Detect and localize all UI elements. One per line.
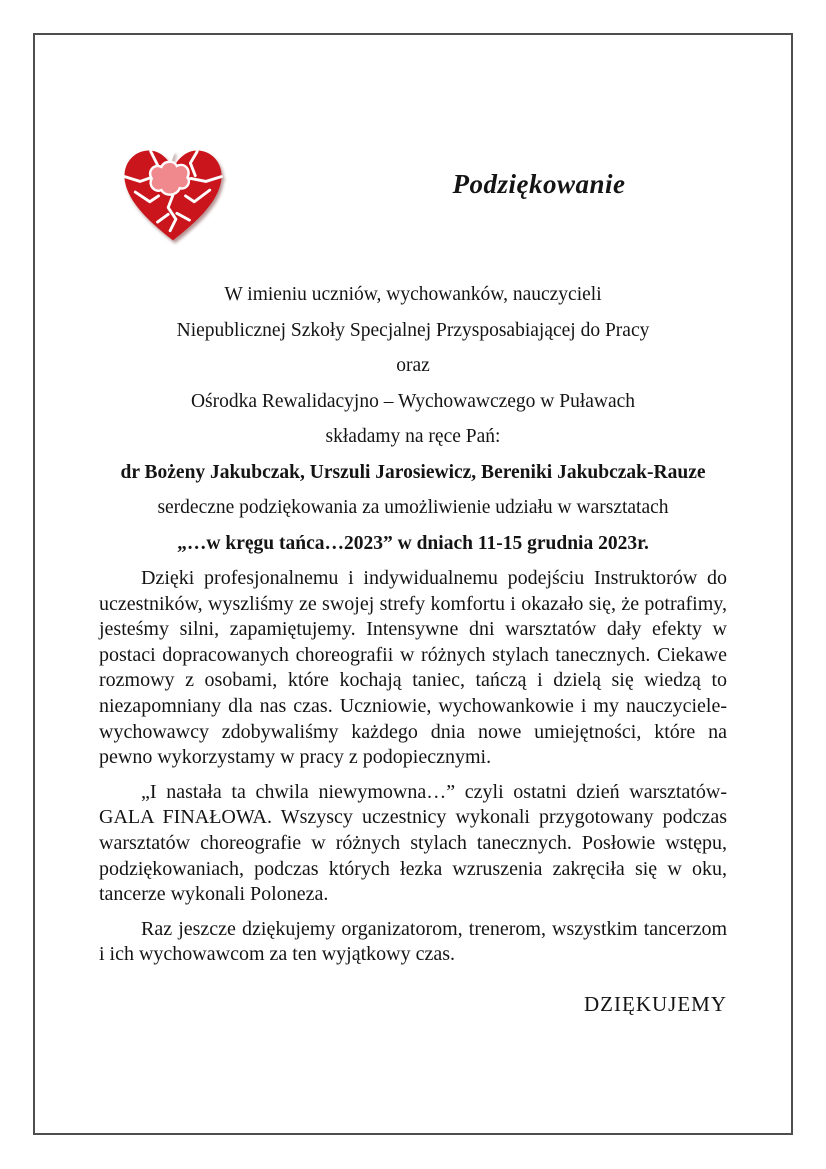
body-paragraph: Dzięki profesjonalnemu i indywidualnemu podejściu Instruktorów do uczestników, wyszliśmy ze swojej strefy komfortu i okazało się, że potrafimy, jesteśmy silni, zapamiętujemy. Intensywne dni warsztatów dały efekty w postaci dopracowanych choreografii w różnych stylach tanecznych. Ciekawe rozmowy z osobami, które kochają taniec, tańczą i dzielą się wiedzą to niezapomniany dla nas czas. Uczniowie, wychowankowie i my nauczyciele-wychowawcy zdobywaliśmy każdego dnia nowe umiejętności, które na pewno wykorzystamy w pracy z podopiecznymi.	[99, 567, 727, 769]
intro-line: Niepublicznej Szkoły Specjalnej Przysposabiającej do Pracy	[176, 319, 650, 341]
broken-heart-mosaic-icon	[115, 135, 231, 253]
intro-line-recipients: dr Bożeny Jakubczak, Urszuli Jarosiewicz, Bereniki Jakubczak-Rauze	[120, 461, 706, 483]
intro-line: serdeczne podziękowania za umożliwienie udziału w warsztatach	[157, 497, 669, 518]
document-title: Podziękowanie	[452, 169, 626, 199]
intro-line: składamy na ręce Pań:	[325, 426, 501, 447]
intro-line: oraz	[396, 355, 430, 376]
body-paragraph: „I nastała ta chwila niewymowna…” czyli ostatni dzień warsztatów-GALA FINAŁOWA. Wszyscy uczestnicy wykonali przygotowany podczas warsztatów choreografie w różnych stylach tanecznych. Posłowie wstępu, podziękowaniach, podczas których łezka wzruszenia zakręciła się w oku, tancerze wykonali Poloneza.	[99, 780, 727, 906]
intro-line: Ośrodka Rewalidacyjno – Wychowawczego w Puławach	[190, 390, 636, 412]
intro-block	[99, 277, 727, 561]
intro-line: W imieniu uczniów, wychowanków, nauczycieli	[224, 284, 602, 305]
body-text	[99, 566, 727, 977]
body-paragraph: Raz jeszcze dziękujemy organizatorom, trenerom, wszystkim tancerzom i ich wychowawcom za ten wyjątkowy czas.	[99, 917, 727, 966]
closing-text: DZIĘKUJEMY	[584, 992, 727, 1016]
intro-line-event: „…w kręgu tańca…2023” w dniach 11-15 grudnia 2023r.	[177, 532, 649, 554]
